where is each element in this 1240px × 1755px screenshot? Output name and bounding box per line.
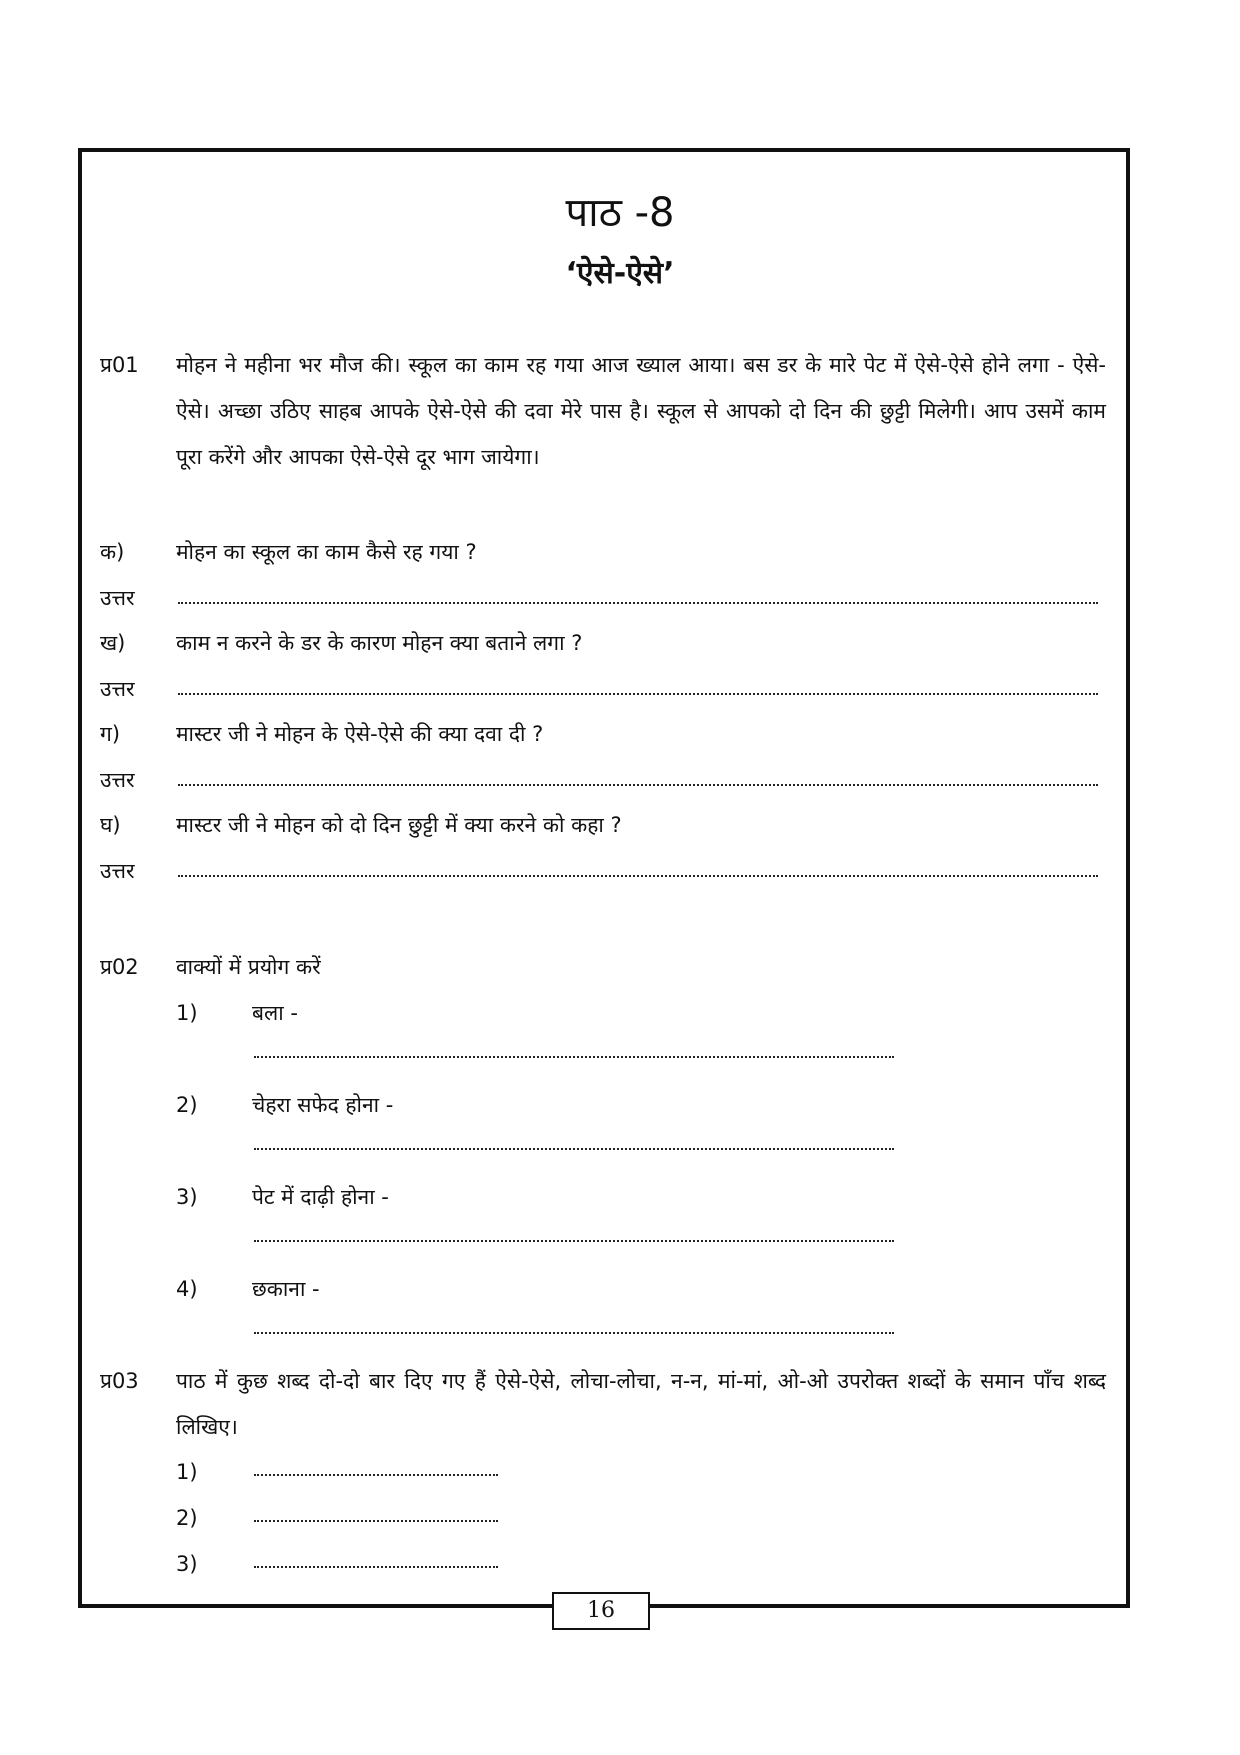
q2-item3-num: 3) bbox=[176, 1185, 198, 1209]
q3-instruction: पाठ में कुछ शब्द दो-दो बार दिए गए हैं ऐसे-ऐसे, लोचा-लोचा, न-न, मां-मां, ओ-ओ उपरोक्त शब्दों के समान पाँच शब्द लिखिए। bbox=[176, 1369, 1106, 1439]
q2-item1-answer-line[interactable] bbox=[254, 1056, 894, 1058]
q2-item4-num: 4) bbox=[176, 1277, 198, 1301]
q3-item3-num: 3) bbox=[176, 1552, 198, 1576]
q2-item2-answer-line[interactable] bbox=[254, 1148, 894, 1150]
lesson-title: पाठ -8 bbox=[565, 190, 675, 236]
page-number: 16 bbox=[552, 1592, 650, 1630]
q1c-answer-label: उत्तर bbox=[100, 768, 135, 792]
q2-item4-answer-line[interactable] bbox=[254, 1332, 894, 1334]
q2-item2-text: चेहरा सफेद होना - bbox=[252, 1093, 394, 1117]
q3-item3-answer-line[interactable] bbox=[254, 1566, 498, 1568]
q1a-label: क) bbox=[100, 540, 125, 564]
q1b-answer-label: उत्तर bbox=[100, 677, 135, 701]
q3-item2-num: 2) bbox=[176, 1506, 198, 1530]
q2-instruction: वाक्यों में प्रयोग करें bbox=[176, 955, 321, 979]
q1b-answer-line[interactable] bbox=[178, 689, 1098, 695]
q2-item2-num: 2) bbox=[176, 1093, 198, 1117]
q3-item2-answer-line[interactable] bbox=[254, 1520, 498, 1522]
q1a-answer-label: उत्तर bbox=[100, 586, 135, 610]
q1-passage: मोहन ने महीना भर मौज की। स्कूल का काम रह गया आज ख्याल आया। बस डर के मारे पेट में ऐसे-ऐसे होने लगा - ऐसे-ऐसे। अच्छा उठिए साहब आपके ऐसे-ऐसे की दवा मेरे पास है। स्कूल से आपको दो दिन की छुट्टी मिलेगी। आप उसमें काम पूरा करेंगे और आपका ऐसे-ऐसे दूर भाग जायेगा। bbox=[176, 353, 1106, 469]
lesson-subtitle: ‘ऐसे-ऐसे’ bbox=[565, 256, 675, 291]
q1d-question: मास्टर जी ने मोहन को दो दिन छुट्टी में क्या करने को कहा ? bbox=[176, 813, 622, 837]
q3-item1-answer-line[interactable] bbox=[254, 1474, 498, 1476]
q2-item4-text: छकाना - bbox=[252, 1277, 320, 1301]
q1c-answer-line[interactable] bbox=[178, 780, 1098, 786]
q1b-label: ख) bbox=[100, 631, 126, 655]
q1d-label: घ) bbox=[100, 813, 121, 837]
q3-item1-num: 1) bbox=[176, 1460, 198, 1484]
q1c-question: मास्टर जी ने मोहन के ऐसे-ऐसे की क्या दवा दी ? bbox=[176, 722, 544, 746]
q1c-label: ग) bbox=[100, 722, 121, 746]
q3-label: प्र03 bbox=[100, 1369, 139, 1393]
q1a-answer-line[interactable] bbox=[178, 598, 1098, 604]
q2-item3-text: पेट में दाढ़ी होना - bbox=[252, 1185, 389, 1209]
q1d-answer-label: उत्तर bbox=[100, 859, 135, 883]
q1b-question: काम न करने के डर के कारण मोहन क्या बताने लगा ? bbox=[176, 631, 583, 655]
q1a-question: मोहन का स्कूल का काम कैसे रह गया ? bbox=[176, 540, 477, 564]
q2-label: प्र02 bbox=[100, 955, 139, 979]
q1d-answer-line[interactable] bbox=[178, 871, 1098, 877]
q2-item3-answer-line[interactable] bbox=[254, 1240, 894, 1242]
q2-item1-text: बला - bbox=[252, 1001, 298, 1025]
q1-label: प्र01 bbox=[100, 353, 139, 377]
q2-item1-num: 1) bbox=[176, 1001, 198, 1025]
